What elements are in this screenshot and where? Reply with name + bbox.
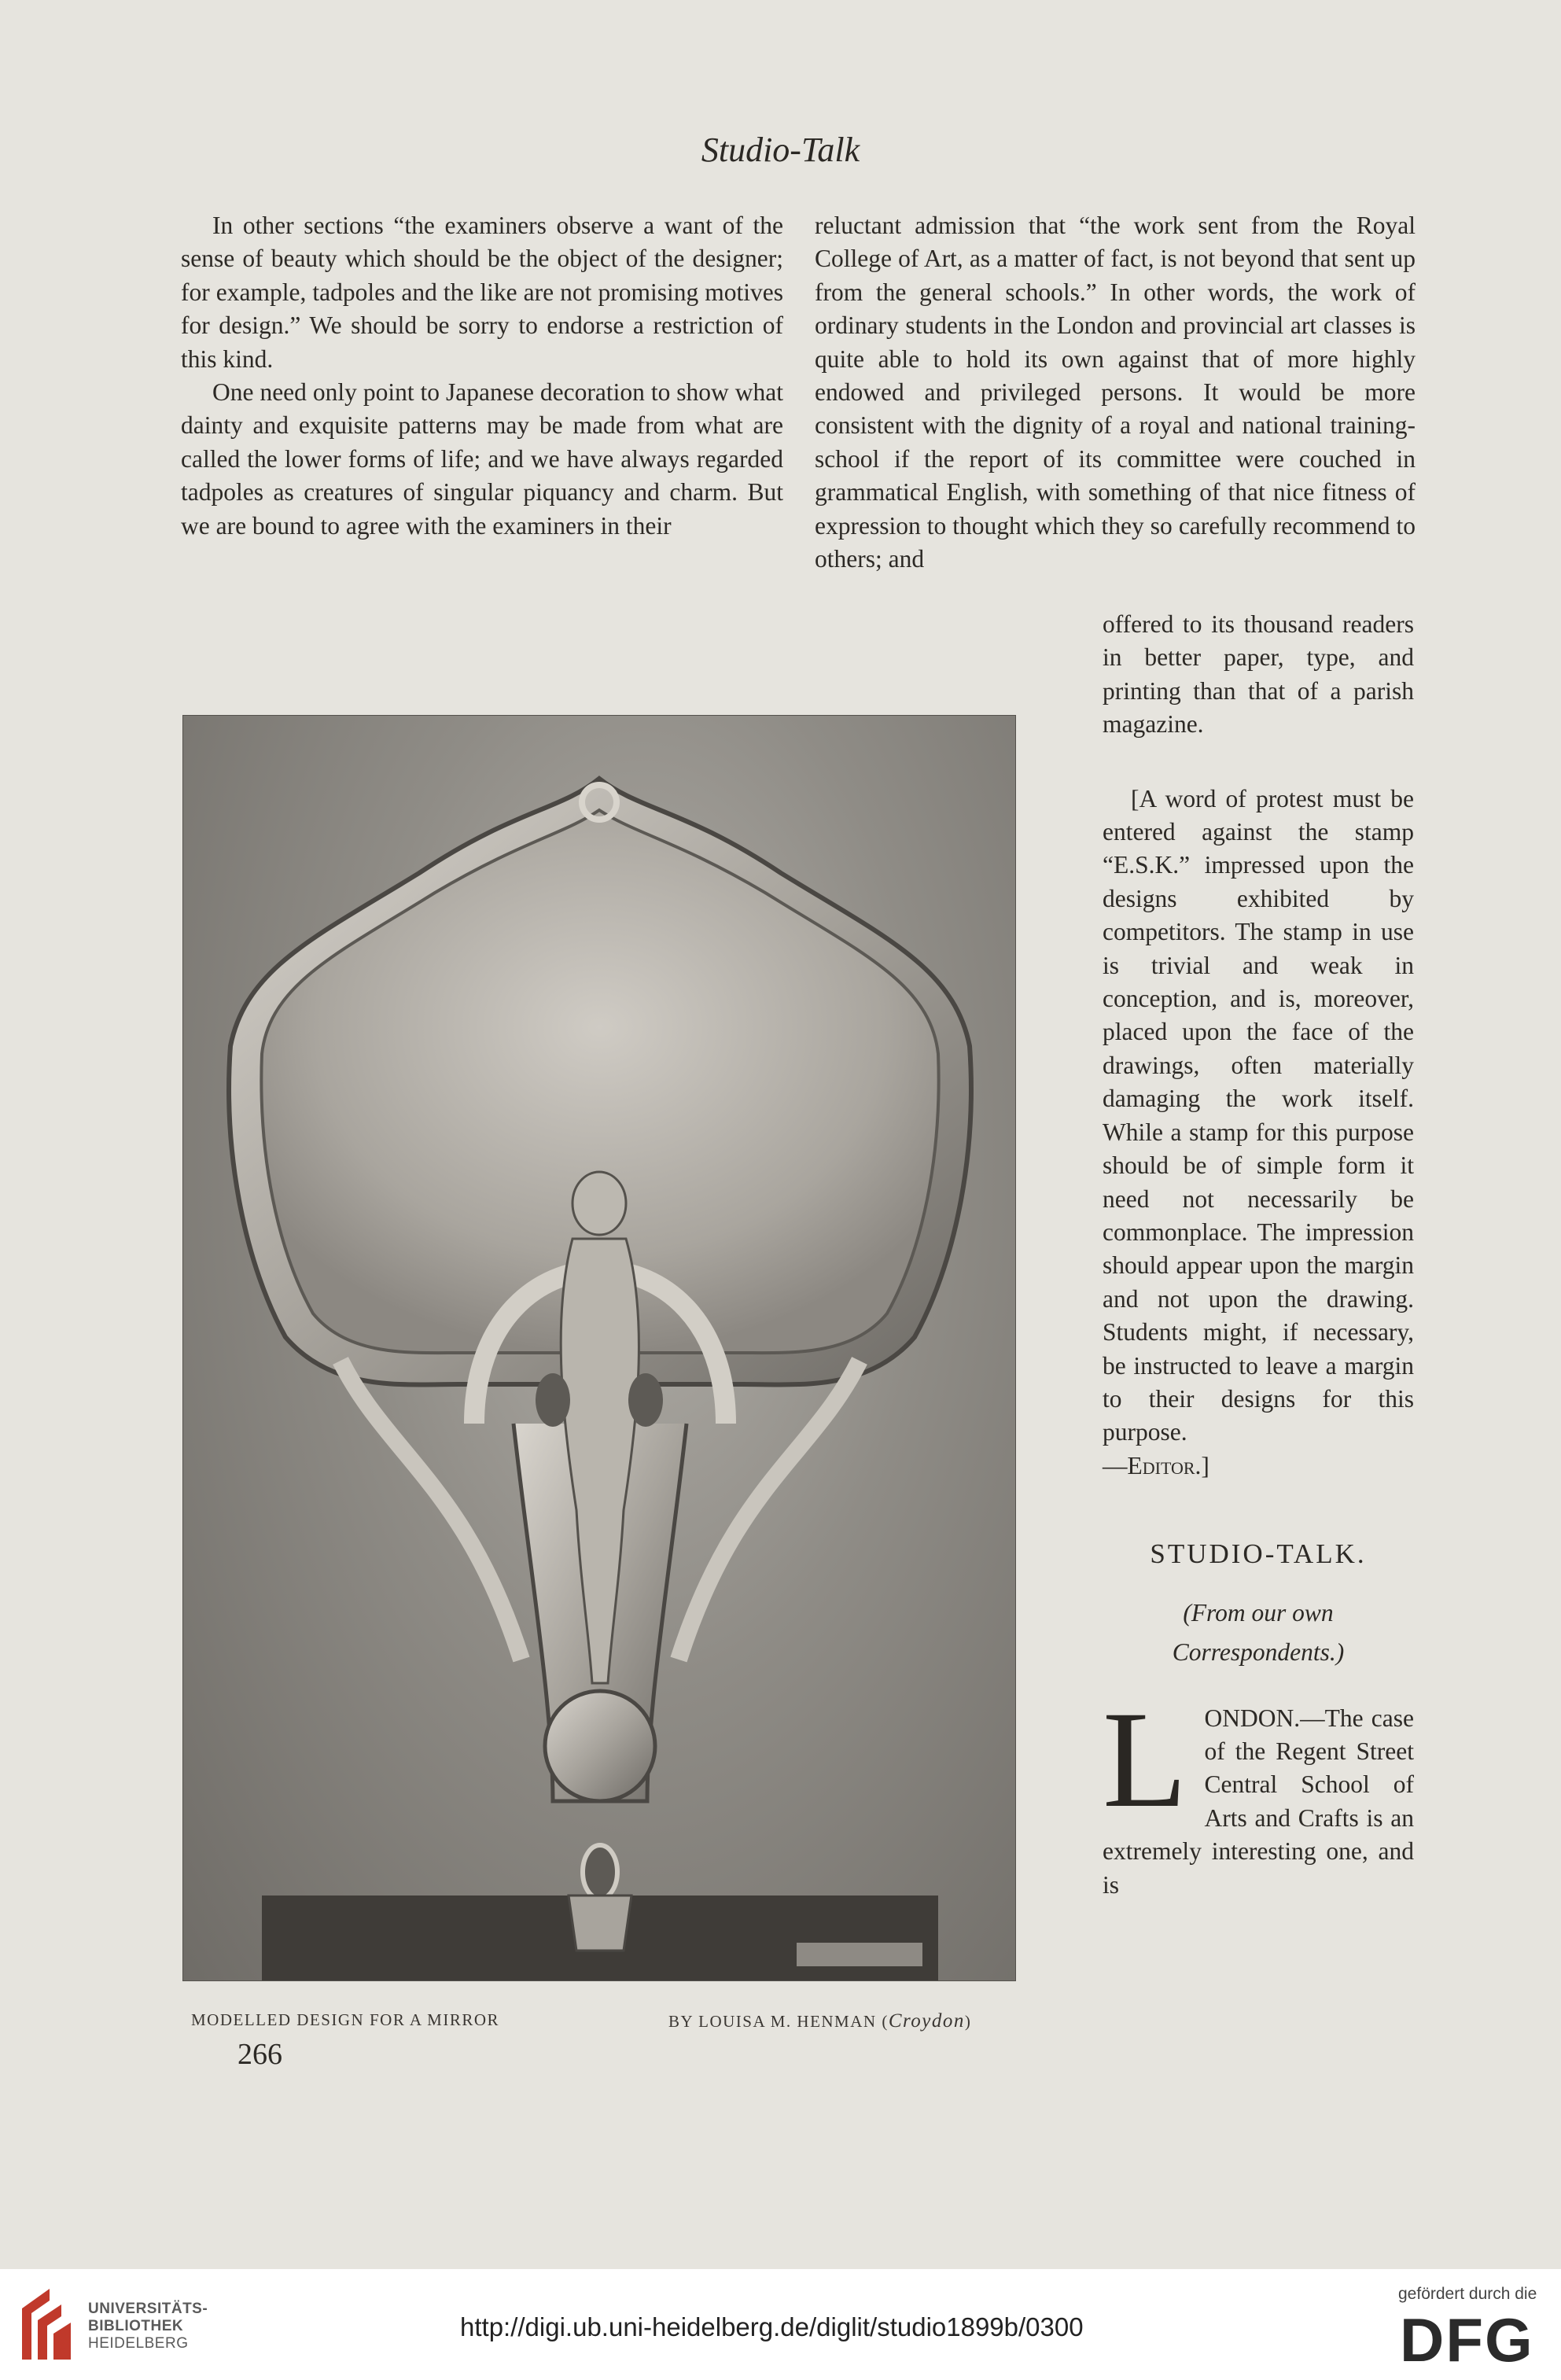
editor-signature: —Editor.]: [1103, 1451, 1209, 1479]
mirror-illustration: [183, 716, 1015, 1980]
left-column: [181, 209, 783, 543]
egg-right: [628, 1373, 663, 1427]
caption-author: [668, 2010, 971, 2032]
paragraph-continuation: offered to its thousand readers in better paper, type, and printing than that of a parish magazine.: [1103, 610, 1414, 739]
caption-title: MODELLED DESIGN FOR A MIRROR: [191, 2010, 500, 2029]
caption-close-paren: ): [964, 2012, 972, 2031]
library-name: [88, 2301, 208, 2352]
running-head: Studio-Talk: [701, 131, 860, 169]
permalink-url[interactable]: http://digi.ub.uni-heidelberg.de/diglit/studio1899b/0300: [460, 2312, 1084, 2341]
caption-place: Croydon: [888, 2010, 965, 2032]
paragraph-examiners: In other sections “the examiners observe a want of the sense of beauty which should be the object of the designer; for example, tadpoles and the like are not promising motives for design.” We should be sorry to endorse a restriction of this kind.: [181, 212, 783, 373]
editor-note: [1103, 783, 1414, 1483]
library-name-line3: HEIDELBERG: [88, 2335, 189, 2352]
paragraph-london: [1103, 1682, 1414, 1902]
orb: [545, 1691, 655, 1801]
drop-cap: L: [1103, 1682, 1187, 1837]
library-name-line1: UNIVERSITÄTS-: [88, 2301, 208, 2317]
right-column-top: [815, 209, 1416, 576]
side-stem-left: [341, 1361, 521, 1660]
byline: (From our own Correspondents.): [1172, 1598, 1345, 1666]
dfg-logo: DFG: [1400, 2305, 1534, 2374]
side-stem-right: [679, 1361, 860, 1660]
digitization-footer: [0, 2269, 1561, 2380]
bottom-foot: [569, 1896, 631, 1951]
funded-by-label: gefördert durch die: [1398, 2285, 1537, 2303]
base-label-plate: [797, 1943, 922, 1966]
page-number: 266: [237, 2038, 282, 2071]
editor-note-text: [A word of protest must be entered against the stamp “E.S.K.” impressed upon the designs exhibited by competitors. The stamp in use is trivial and weak in conception, and is, moreover, placed upon the face of the drawings, often materially damaging the work itself. While a stamp for this purpose should be of simple form it need not necessarily be commonplace. The impression should appear upon the margin and not upon the drawing. Students might, if necessary, be instructed to leave a margin to their designs for this purpose.: [1103, 784, 1414, 1446]
mirror-figure: [182, 715, 1016, 1981]
section-heading: STUDIO-TALK.: [1150, 1538, 1367, 1570]
egg-left: [536, 1373, 570, 1427]
caption-author-name: BY LOUISA M. HENMAN (: [668, 2012, 889, 2031]
paragraph-japanese-decoration: One need only point to Japanese decoration to show what dainty and exquisite patterns may be made from what are called the lower forms of life; and we have always regarded tadpoles as creatures of singular piquancy and charm. But we are bound to agree with the examiners in their: [181, 378, 783, 540]
london-text: ONDON.—The case of the Regent Street Central School of Arts and Crafts is an extremely interesting one, and is: [1103, 1704, 1414, 1899]
library-name-line2: BIBLIOTHEK: [88, 2318, 184, 2334]
figure-head: [572, 1172, 626, 1235]
right-column-narrow: [1103, 608, 1414, 1902]
library-logo-icon: [14, 2285, 77, 2363]
bottom-jewel: [583, 1845, 617, 1899]
paragraph-royal-college: reluctant admission that “the work sent from the Royal College of Art, as a matter of fact, is not beyond that sent up from the general schools.” In other words, the work of ordinary students in the London and provincial art classes is quite able to hold its own against that of more highly endowed and privileged persons. It would be more consistent with the dignity of a royal and national training-school if the report of its committee were couched in grammatical English, with something of that nice fitness of expression to thought which they so carefully recommend to others; and: [815, 212, 1416, 573]
